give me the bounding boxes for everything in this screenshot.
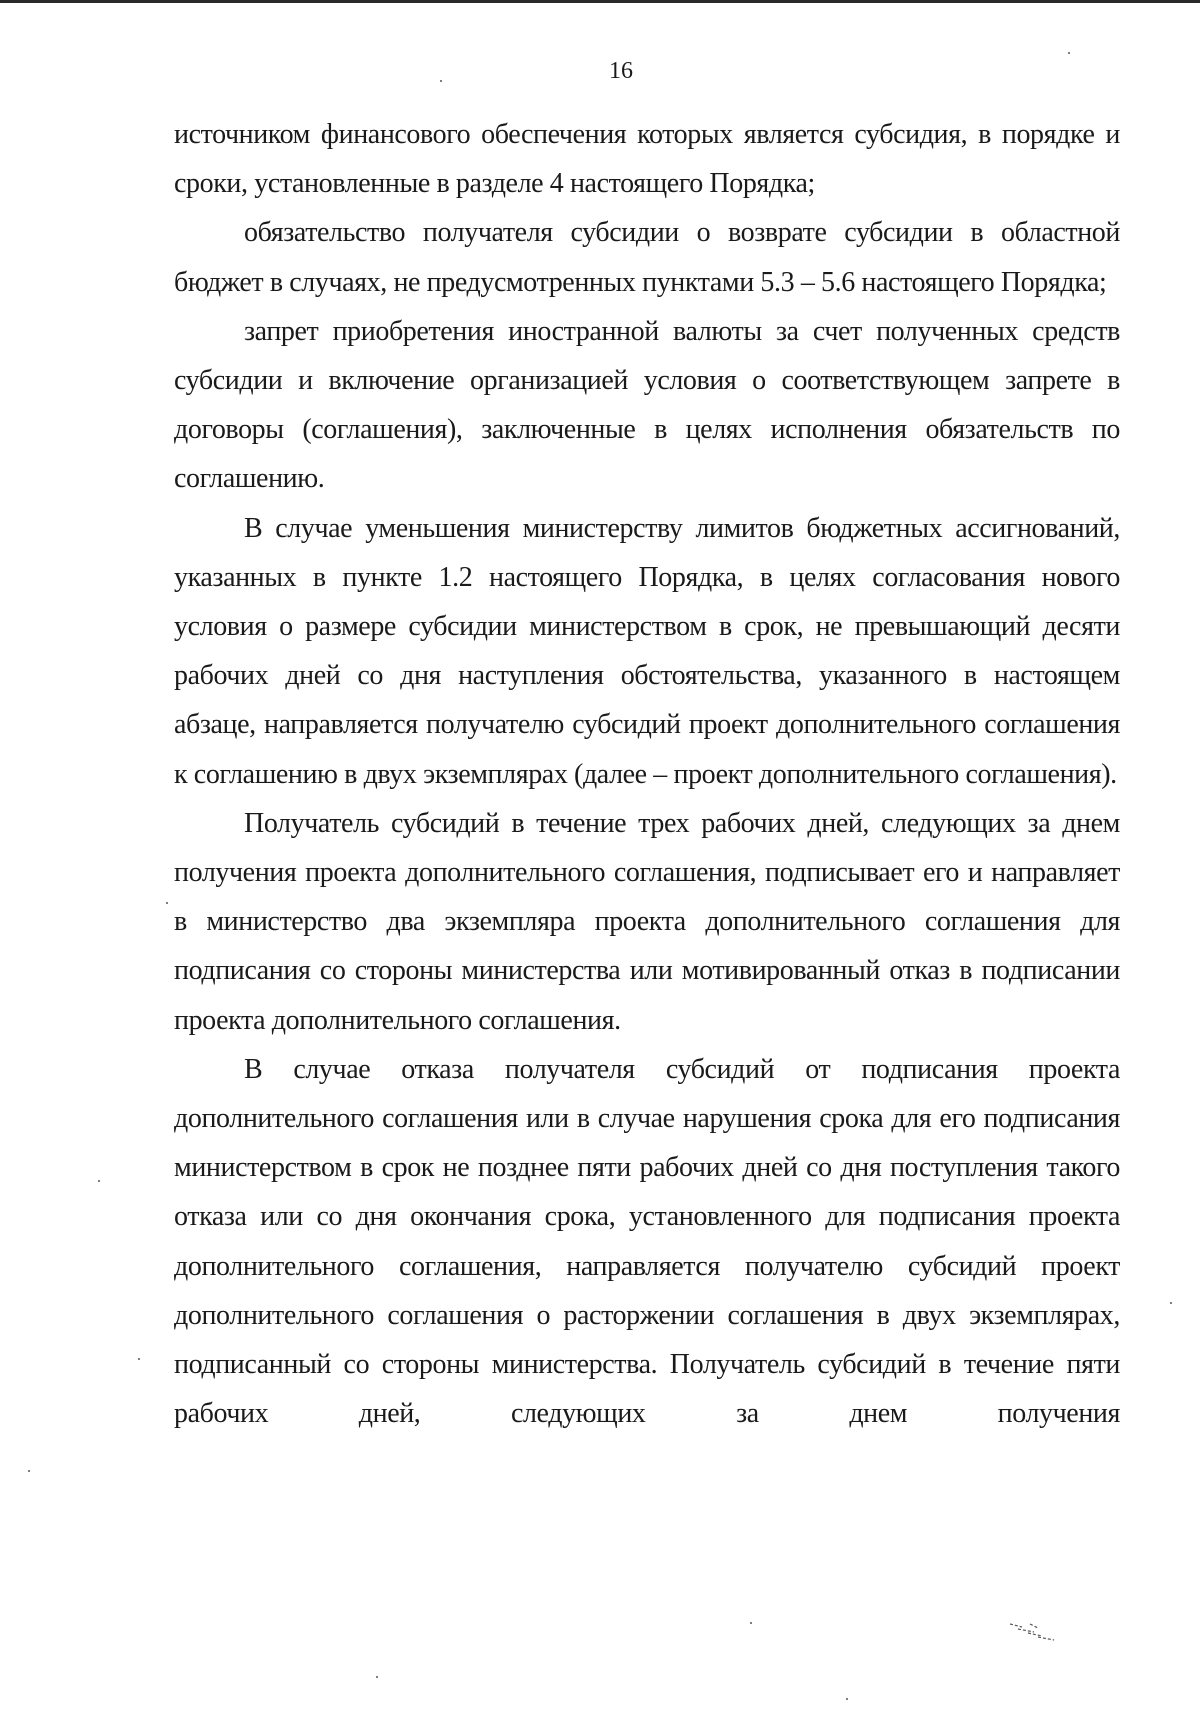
paragraph-recipient-signing: Получатель субсидий в течение трех рабочих дней, следующих за днем получения проекта дополнительного соглашения, подписывает его и направляет в министерство два экземпляра проекта дополнительного соглашения для подписания со стороны министерства или мотивированный отказ в подписании проекта дополнительного соглашения.: [174, 807, 1120, 1036]
scan-speck: [846, 1698, 848, 1700]
page-number: 16: [609, 58, 633, 84]
scan-speck: [1068, 52, 1070, 54]
top-border-line: [0, 0, 1200, 3]
paragraph-refusal-termination: В случае отказа получателя субсидий от подписания проекта дополнительного соглашения или в случае нарушения срока для его подписания министерством в срок не позднее пяти рабочих дней со дня поступления такого отказа или со дня окончания срока, установленного для подписания проекта дополнительного соглашения, направляется получателю субсидий проект дополнительного соглашения о расторжении соглашения в двух экземплярах, подписанный со стороны министерства. Получатель субсидий в течение пяти рабочих дней, следующих за днем получения: [174, 1053, 1120, 1430]
scan-speck: [138, 1358, 140, 1360]
paragraph-refund-obligation: обязательство получателя субсидии о возврате субсидии в областной бюджет в случаях, не предусмотренных пунктами 5.3 – 5.6 настоящего Порядка;: [174, 217, 1120, 298]
scan-speck: [750, 1622, 752, 1624]
scan-mark-icon: [1008, 1620, 1060, 1642]
scan-speck: [440, 80, 442, 82]
scan-speck: [376, 1676, 378, 1678]
paragraph-limit-reduction: В случае уменьшения министерству лимитов бюджетных ассигнований, указанных в пункте 1.2 настоящего Порядка, в целях согласования нового условия о размере субсидии министерством в срок, не превышающий десяти рабочих дней со дня наступления обстоятельства, указанного в настоящем абзаце, направляется получателю субсидий проект дополнительного соглашения к соглашению в двух экземплярах (далее – проект дополнительного соглашения).: [174, 512, 1120, 790]
paragraph-currency-ban: запрет приобретения иностранной валюты за счет полученных средств субсидии и включение организацией условия о соответствующем запрете в договоры (соглашения), заключенные в целях исполнения обязательств по соглашению.: [174, 315, 1120, 495]
scan-speck: [1170, 1302, 1172, 1304]
scan-speck: [98, 1180, 100, 1182]
document-body: [174, 110, 1120, 1438]
scan-speck: [28, 1470, 30, 1472]
paragraph-continuation: источником финансового обеспечения которых является субсидия, в порядке и сроки, установленные в разделе 4 настоящего Порядка;: [174, 119, 1120, 200]
scan-speck: [166, 902, 168, 904]
